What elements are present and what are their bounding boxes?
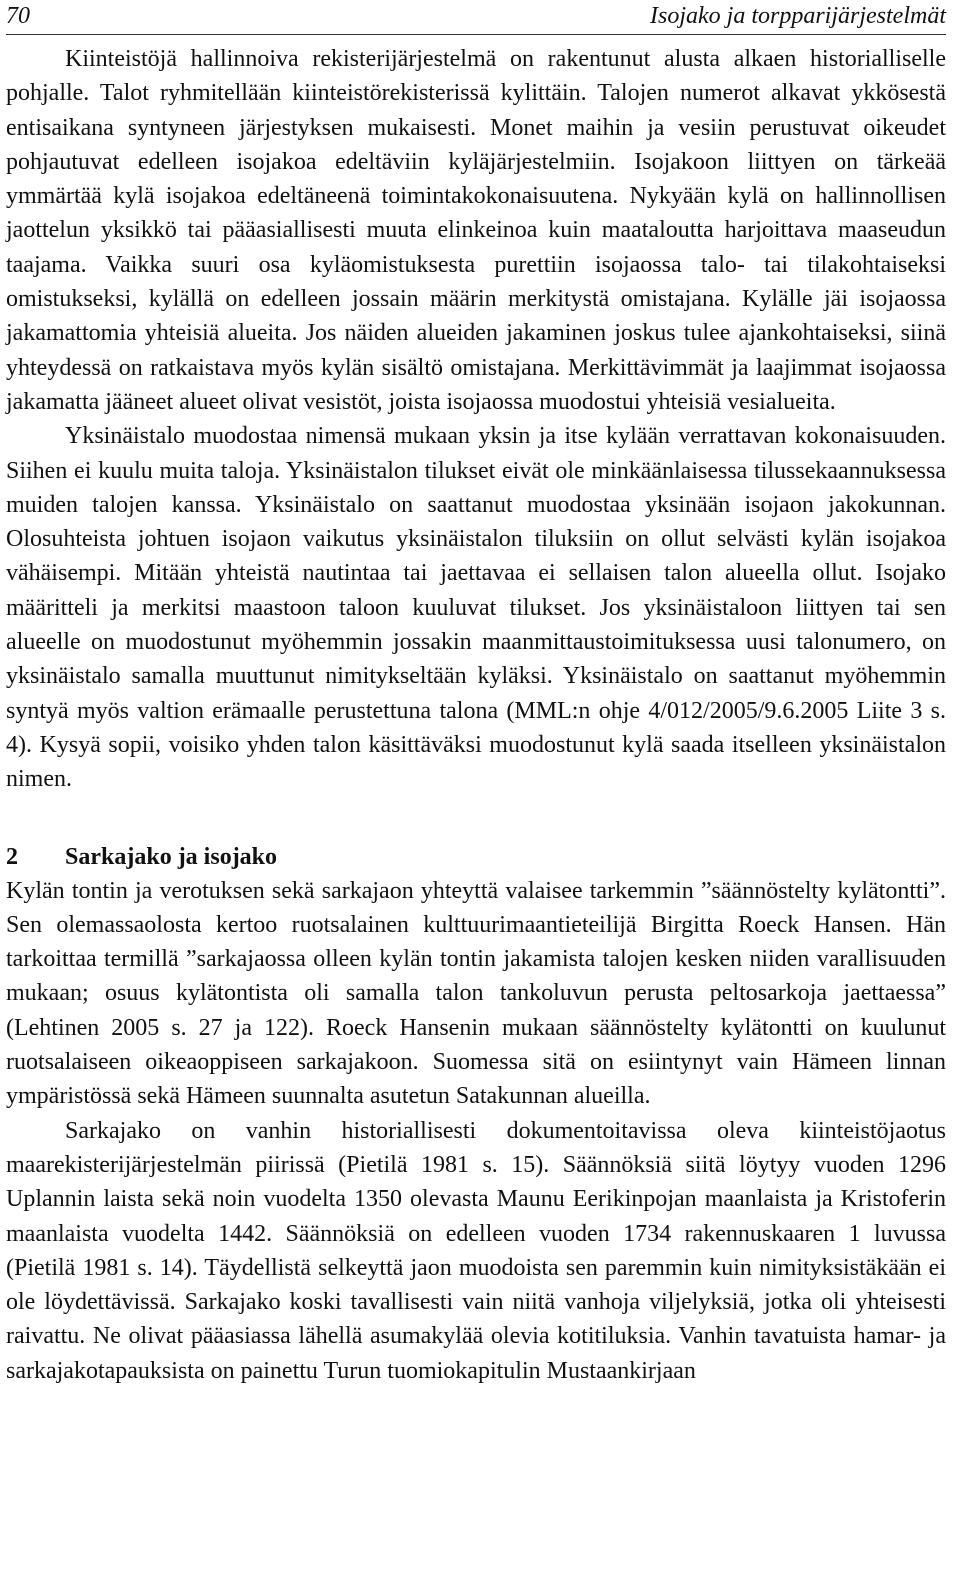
section-heading <box>6 840 946 874</box>
running-title: Isojako ja torpparijärjestelmät <box>650 3 946 29</box>
section-number: 2 <box>6 843 18 870</box>
section-title: Sarkajako ja isojako <box>65 843 278 870</box>
paragraph-yksinaistalo: Yksinäistalo muodostaa nimensä mukaan yksin ja itse kylään verrattavan kokonaisuuden. Siihen ei kuulu muita taloja. Yksinäistalon tilukset eivät ole minkäänlaisessa tilussekaannuksessa muiden talojen kanssa. Yksinäistalo on saattanut muodostaa yksinään isojaon jakokunnan. Olosuhteista johtuen isojaon vaikutus yksinäistalon tiluksiin on ollut selvästi kylän isojakoa vähäisempi. Mitään yhteistä nautintaa tai jaettavaa ei sellaisen talon alueella ollut. Isojako määritteli ja merkitsi maastoon taloon kuuluvat tilukset. Jos yksinäistaloon liittyen tai sen alueelle on muodostunut myöhemmin jossakin maanmittaustoimituksessa uusi talonumero, on yksinäistalo samalla muuttunut nimitykseltään kyläksi. Yksinäistalo on saattanut myöhemmin syntyä myös valtion erämaalle perustettuna talona (MML:n ohje 4/012/2005/9.6.2005 Liite 3 s. 4). Kysyä sopii, voisiko yhden talon käsittäväksi muodostunut kylä saada itselleen yksinäistalon nimen. <box>6 423 946 793</box>
paragraph-kylatontti: Kylän tontin ja verotuksen sekä sarkajaon yhteyttä valaisee tarkemmin ”säännöstelty kylätontti”. Sen olemassaolosta kertoo ruotsalainen kulttuurimaantieteilijä Birgitta Roeck Hansen. Hän tarkoittaa termillä ”sarkajaossa olleen kylän tontin jakamista talojen kesken niiden varallisuuden mukaan; osuus kylätontista oli samalla talon tankoluvun perusta peltosarkoja jaettaessa” (Lehtinen 2005 s. 27 ja 122). Roeck Hansenin mukaan säännöstelty kylätontti on kuulunut ruotsalaiseen oikeaoppiseen sarkajakoon. Suomessa sitä on esiintynyt vain Hämeen linnan ympäristössä sekä Hämeen suunnalta asutetun Satakunnan alueilla. <box>6 877 946 1110</box>
paragraph-sarkajako: Sarkajako on vanhin historiallisesti dokumentoitavissa oleva kiinteistöjaotus maarekisterijärjestelmän piirissä (Pietilä 1981 s. 15). Säännöksiä siitä löytyy vuoden 1296 Uplannin laista sekä noin vuodelta 1350 olevasta Maunu Eerikinpojan maanlaista ja Kristoferin maanlaista vuodelta 1442. Säännöksiä on edelleen vuoden 1734 rakennuskaaren 1 luvussa (Pietilä 1981 s. 14). Täydellistä selkeyttä jaon muodoista sen paremmin kuin nimityksistäkään ei ole löydettävissä. Sarkajako koski tavallisesti vain niitä vanhoja viljelyksiä, jotka oli yhteisesti raivattu. Ne olivat pääasiassa lähellä asumakylää olevia kotitiluksia. Vanhin tavatuista hamar- ja sarkajakotapauksista on painettu Turun tuomiokapitulin Mustaankirjaan <box>6 1117 946 1384</box>
page-number: 70 <box>6 3 30 29</box>
body-text <box>6 42 946 1388</box>
paragraph-kiinteistot: Kiinteistöjä hallinnoiva rekisterijärjestelmä on rakentunut alusta alkaen historialliselle pohjalle. Talot ryhmitellään kiinteistörekisterissä kylittäin. Talojen numerot alkavat ykkösestä entisaikana syntyneen järjestyksen mukaisesti. Monet maihin ja vesiin perustuvat oikeudet pohjautuvat edelleen isojakoa edeltäviin kyläjärjestelmiin. Isojakoon liittyen on tärkeää ymmärtää kylä isojakoa edeltäneenä toimintakokonaisuutena. Nykyään kylä on hallinnollisen jaottelun yksikkö tai pääasiallisesti muuta elinkeinoa kuin maataloutta harjoittava maaseudun taajama. Vaikka suuri osa kyläomistuksesta purettiin isojaossa talo- tai tilakohtaiseksi omistukseksi, kylällä on edelleen jossain määrin merkitystä omistajana. Kylälle jäi isojaossa jakamattomia yhteisiä alueita. Jos näiden alueiden jakaminen joskus tulee ajankohtaiseksi, siinä yhteydessä on ratkaistava myös kylän sisältö omistajana. Merkittävimmät ja laajimmat isojaossa jakamatta jääneet alueet olivat vesistöt, joista isojaossa muodostui yhteisiä vesialueita. <box>6 46 946 415</box>
running-header <box>6 0 946 35</box>
document-page <box>6 0 946 1588</box>
